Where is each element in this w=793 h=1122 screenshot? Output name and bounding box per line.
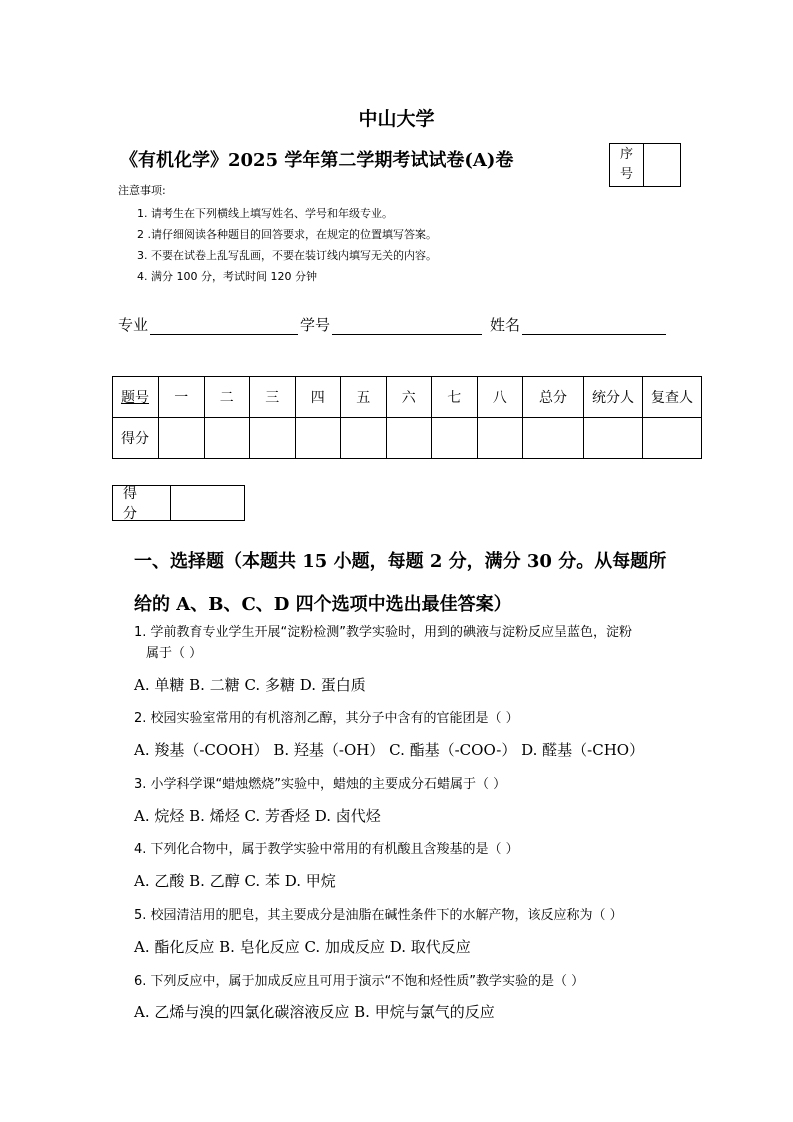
- table-header-cell: 题号: [113, 377, 159, 418]
- note-item: 3. 不要在试卷上乱写乱画，不要在装订线内填写无关的内容。: [137, 249, 437, 262]
- score-cell[interactable]: [204, 418, 250, 459]
- score-cell[interactable]: [159, 418, 205, 459]
- student-id-label: 学号: [300, 316, 331, 334]
- note-item: 2 .请仔细阅读各种题目的回答要求，在规定的位置填写答案。: [137, 228, 437, 241]
- student-id-field[interactable]: [332, 318, 482, 335]
- student-info-line: [118, 314, 668, 335]
- question-5-options: A. 酯化反应 B. 皂化反应 C. 加成反应 D. 取代反应: [134, 938, 471, 956]
- score-cell[interactable]: [341, 418, 387, 459]
- notes-list: [137, 203, 437, 287]
- question-1-options: A. 单糖 B. 二糖 C. 多糖 D. 蛋白质: [134, 676, 366, 694]
- table-header-cell: 六: [386, 377, 432, 418]
- score-cell[interactable]: [295, 418, 341, 459]
- question-2-options: A. 羧基（-COOH） B. 羟基（-OH） C. 酯基（-COO-） D. 醛基（-CHO）: [134, 741, 645, 759]
- question-3: 3. 小学科学课“蜡烛燃烧”实验中，蜡烛的主要成分石蜡属于（ ）: [134, 777, 507, 792]
- question-4: 4. 下列化合物中，属于教学实验中常用的有机酸且含羧基的是（ ）: [134, 842, 519, 857]
- table-header-cell: 统分人: [584, 377, 643, 418]
- note-item: 4. 满分 100 分，考试时间 120 分钟: [137, 270, 317, 283]
- table-header-cell: 八: [477, 377, 523, 418]
- score-cell[interactable]: [643, 418, 702, 459]
- score-table: [112, 376, 702, 459]
- score-table-header-row: [113, 377, 702, 418]
- sequence-label-char-2: 号: [619, 167, 633, 182]
- table-header-cell: 总分: [523, 377, 584, 418]
- score-cell[interactable]: [523, 418, 584, 459]
- sequence-number-box: [609, 143, 681, 187]
- question-5: 5. 校园清洁用的肥皂，其主要成分是油脂在碱性条件下的水解产物，该反应称为（ ）: [134, 908, 623, 923]
- question-1: 1. 学前教育专业学生开展“淀粉检测”教学实验时，用到的碘液与淀粉反应呈蓝色，淀粉: [134, 625, 633, 640]
- question-4-options: A. 乙酸 B. 乙醇 C. 苯 D. 甲烷: [134, 872, 336, 890]
- major-label: 专业: [118, 316, 149, 334]
- table-header-cell: 四: [295, 377, 341, 418]
- score-cell[interactable]: [432, 418, 478, 459]
- exam-title: 《有机化学》2025 学年第二学期考试试卷(A)卷: [120, 150, 514, 171]
- score-cell[interactable]: [250, 418, 296, 459]
- major-field[interactable]: [150, 318, 298, 335]
- question-6: 6. 下列反应中，属于加成反应且可用于演示“不饱和烃性质”教学实验的是（ ）: [134, 974, 585, 989]
- score-table-score-row: [113, 418, 702, 459]
- score-cell[interactable]: [477, 418, 523, 459]
- question-3-options: A. 烷烃 B. 烯烃 C. 芳香烃 D. 卤代烃: [134, 807, 381, 825]
- university-title: 中山大学: [358, 108, 435, 130]
- sequence-label: [610, 144, 644, 186]
- score-cell[interactable]: [386, 418, 432, 459]
- note-item: 1. 请考生在下列横线上填写姓名、学号和年级专业。: [137, 207, 393, 220]
- score-row-label: 得分: [113, 418, 159, 459]
- table-header-cell: 七: [432, 377, 478, 418]
- name-field[interactable]: [522, 318, 666, 335]
- table-header-cell: 二: [204, 377, 250, 418]
- table-header-cell: 三: [250, 377, 296, 418]
- section-title: 一、选择题（本题共 15 小题，每题 2 分，满分 30 分。从每题所给的 A、B、C、D 四个选项中选出最佳答案）: [134, 551, 667, 615]
- name-label: 姓名: [490, 316, 521, 334]
- question-2: 2. 校园实验室常用的有机溶剂乙醇，其分子中含有的官能团是（ ）: [134, 711, 519, 726]
- table-header-cell: 复查人: [643, 377, 702, 418]
- question-6-options: A. 乙烯与溴的四氯化碳溶液反应 B. 甲烷与氯气的反应: [134, 1003, 495, 1021]
- section-score-field[interactable]: [171, 486, 244, 520]
- section-score-box: [112, 485, 245, 521]
- table-header-cell: 五: [341, 377, 387, 418]
- sequence-number-field[interactable]: [644, 144, 680, 186]
- notes-heading: 注意事项:: [118, 184, 166, 197]
- score-cell[interactable]: [584, 418, 643, 459]
- question-1-continuation: 属于（ ）: [146, 646, 203, 661]
- table-header-cell: 一: [159, 377, 205, 418]
- section-score-label: 得 分: [113, 486, 171, 520]
- sequence-label-char-1: 序: [619, 147, 633, 162]
